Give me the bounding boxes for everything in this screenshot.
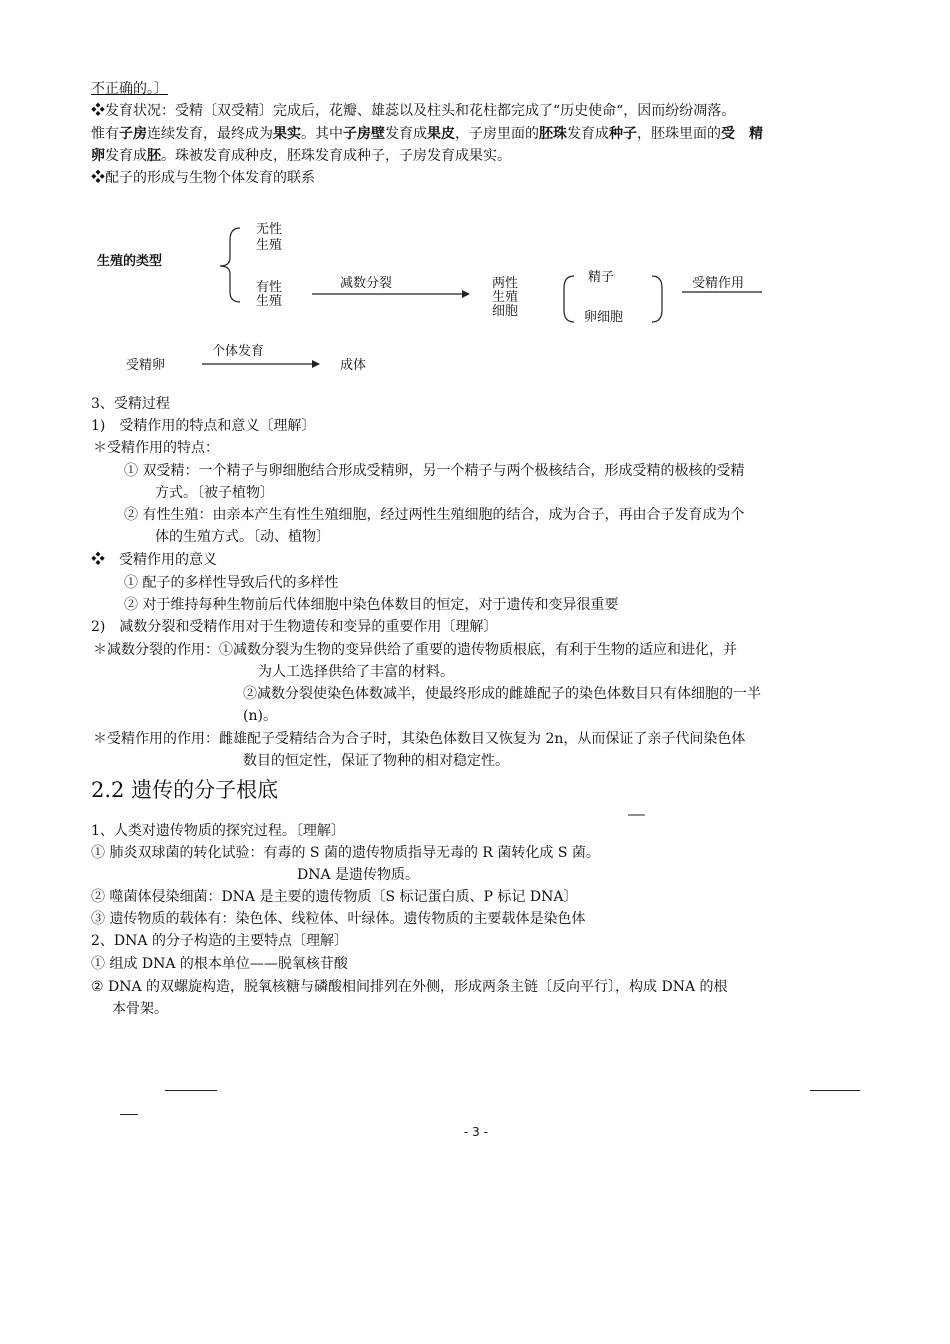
section-title: 2.2 遗传的分子根底 <box>91 778 279 802</box>
meiosis-role-line-4: (n)。 <box>243 708 277 724</box>
feature-1-line-2: 方式。〔被子植物〕 <box>155 485 274 501</box>
footer-rule-left <box>165 1090 217 1091</box>
meiosis-role-line-3: ②减数分裂使染色体数减半，使最终形成的雌雄配子的染色体数目只有体细胞的一半 <box>243 686 761 702</box>
diamond-bullet-icon: ❖ <box>91 103 105 119</box>
item-1-conclusion: DNA 是遗传物质。 <box>297 867 420 883</box>
development-line-2: 惟有子房连续发育，最终成为果实。其中子房壁发育成果皮，子房里面的胚珠发育成种子，胚珠里面的受 精 <box>91 126 763 142</box>
section3-p1: 1) 受精作用的特点和意义〔理解〕 <box>91 418 316 434</box>
brace-left <box>220 228 240 302</box>
page-number: - 3 - <box>464 1125 488 1139</box>
cells-label-2: 生殖 <box>492 290 519 305</box>
egg-label: 卵细胞 <box>584 310 624 325</box>
feature-1-line-1: ① 双受精：一个精子与卵细胞结合形成受精卵，另一个精子与两个极核结合，形成受精的极核的受精 <box>124 463 745 479</box>
feature-2-line-2: 体的生殖方式。〔动、植物〕 <box>155 529 330 545</box>
sexual-label-2: 生殖 <box>256 294 283 309</box>
question-1: 1、人类对遗传物质的探究过程。〔理解〕 <box>91 823 345 839</box>
zygote-label: 受精卵 <box>126 358 166 373</box>
development-text-1: 发育状况：受精〔双受精〕完成后，花瓣、雄蕊以及柱头和花柱都完成了“历史使命“，因而纷纷凋落。 <box>105 103 736 119</box>
dna-item-1: ① 组成 DNA 的根本单位——脱氧核苷酸 <box>91 956 348 972</box>
section3-heading: 3、受精过程 <box>91 396 170 412</box>
footer-rule-small <box>120 1114 138 1115</box>
continuation-text: 不正确的。〕 <box>91 81 168 97</box>
bracket-right <box>652 276 662 322</box>
reproduction-types-label: 生殖的类型 <box>97 254 163 269</box>
features-heading: ＊受精作用的特点： <box>93 440 219 456</box>
development-line-3: 卵发育成胚。珠被发育成种皮，胚珠发育成种子，子房发育成果实。 <box>91 148 511 164</box>
sperm-label: 精子 <box>588 270 615 285</box>
item-1: ① 肺炎双球菌的转化试验：有毒的 S 菌的遗传物质指导无毒的 R 菌转化成 S 菌。 <box>91 845 600 861</box>
dna-item-2-line-2: 本骨架。 <box>112 1001 168 1017</box>
dna-item-2-line-1: ② DNA 的双螺旋构造，脱氧核糖与磷酸相间排列在外侧，形成两条主链〔反向平行〕，构成 DNA 的根 <box>91 979 728 995</box>
asexual-label-2: 生殖 <box>256 238 283 253</box>
footer-rule-right <box>810 1090 860 1091</box>
feature-2-line-1: ② 有性生殖：由亲本产生有性生殖细胞，经过两性生殖细胞的结合，成为合子，再由合子发育成为个 <box>124 507 745 523</box>
meaning-heading: ❖ 受精作用的意义 <box>91 552 217 568</box>
fertilization-role-line-2: 数目的恒定性，保证了物种的相对稳定性。 <box>243 753 509 769</box>
item-2: ② 噬菌体侵染细菌：DNA 是主要的遗传物质〔S 标记蛋白质、P 标记 DNA〕 <box>91 889 578 905</box>
development-arrowhead <box>312 360 320 368</box>
adult-label: 成体 <box>340 358 367 373</box>
section3-p2: 2) 减数分裂和受精作用对于生物遗传和变异的重要作用〔理解〕 <box>91 619 498 635</box>
sexual-label-1: 有性 <box>256 280 283 295</box>
meaning-1: ① 配子的多样性导致后代的多样性 <box>124 575 339 591</box>
meiosis-role-line-1: ＊减数分裂的作用：①减数分裂为生物的变异供给了重要的遗传物质根底，有利于生物的适应和进化，并 <box>93 642 737 658</box>
question-2: 2、DNA 的分子构造的主要特点〔理解〕 <box>91 933 348 949</box>
fertilization-role-line-1: ＊受精作用的作用：雌雄配子受精结合为合子时，其染色体数目又恢复为 2n，从而保证了亲子代间染色体 <box>93 731 746 747</box>
fertilization-label: 受精作用 <box>692 276 745 291</box>
meiosis-arrowhead <box>462 290 470 298</box>
cells-label-3: 细胞 <box>492 304 519 319</box>
asexual-label-1: 无性 <box>256 222 283 237</box>
item-3: ③ 遗传物质的载体有：染色体、线粒体、叶绿体。遗传物质的主要载体是染色体 <box>91 911 586 927</box>
cells-label-1: 两性 <box>492 276 519 291</box>
gamete-heading: ❖配子的形成与生物个体发育的联系 <box>91 170 315 186</box>
development-label: 个体发育 <box>212 344 265 359</box>
meiosis-label: 减数分裂 <box>340 276 393 291</box>
meiosis-role-line-2: 为人工选择供给了丰富的材料。 <box>258 664 454 680</box>
meaning-2: ② 对于维持每种生物前后代体细胞中染色体数目的恒定，对于遗传和变异很重要 <box>124 597 619 613</box>
bracket-left <box>564 276 574 322</box>
